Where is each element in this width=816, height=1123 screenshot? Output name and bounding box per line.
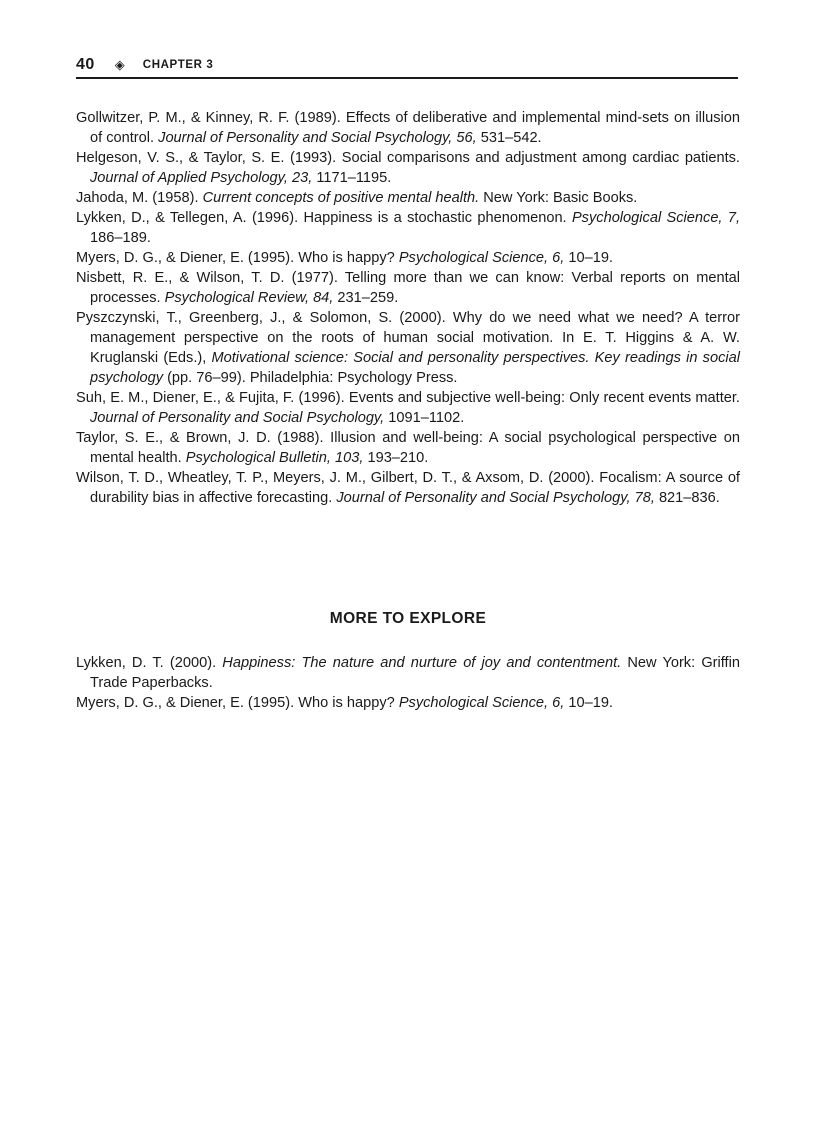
reference-list bbox=[76, 108, 740, 508]
reference-source: Journal of Personality and Social Psychology, bbox=[90, 410, 385, 426]
reference-entry bbox=[76, 108, 740, 148]
reference-entry bbox=[76, 248, 740, 268]
reference-entry bbox=[76, 188, 740, 208]
reference-authors: Taylor, S. E., & Brown, J. D. (1988). Illusion and well-being: A social psychological perspective on mental health. bbox=[76, 430, 740, 466]
reference-authors: Lykken, D., & Tellegen, A. (1996). Happiness is a stochastic phenomenon. bbox=[76, 210, 572, 226]
reference-entry bbox=[76, 148, 740, 188]
reference-entry bbox=[76, 653, 740, 693]
reference-authors: Pyszczynski, T., Greenberg, J., & Solomon, S. (2000). Why do we need what we need? A terror management perspective on the roots of human social motivation. In E. T. Higgins & A. W. Kruglanski (Eds.), bbox=[76, 310, 740, 366]
further-reading-list bbox=[76, 653, 740, 713]
diamond-ornament-icon: ◈ bbox=[114, 57, 125, 72]
reference-tail: 231–259. bbox=[333, 290, 399, 306]
reference-source: Happiness: The nature and nurture of joy and contentment. bbox=[222, 655, 622, 671]
reference-tail: 821–836. bbox=[654, 490, 720, 506]
reference-authors: Suh, E. M., Diener, E., & Fujita, F. (1996). Events and subjective well-being: Only recent events matter. bbox=[76, 390, 740, 406]
reference-entry bbox=[76, 208, 740, 248]
reference-source: Psychological Bulletin, 103, bbox=[185, 450, 364, 466]
reference-entry bbox=[76, 428, 740, 468]
reference-entry bbox=[76, 693, 740, 713]
reference-source: Current concepts of positive mental health. bbox=[202, 190, 480, 206]
reference-authors: Helgeson, V. S., & Taylor, S. E. (1993). Social comparisons and adjustment among cardiac patients. bbox=[76, 150, 740, 166]
reference-source: Psychological Science, 7, bbox=[571, 210, 740, 226]
reference-tail: 531–542. bbox=[476, 130, 542, 146]
reference-entry bbox=[76, 268, 740, 308]
reference-tail: 1171–1195. bbox=[312, 170, 392, 186]
reference-tail: 186–189. bbox=[90, 230, 151, 246]
reference-source: Journal of Personality and Social Psychology, 78, bbox=[336, 490, 655, 506]
reference-source: Psychological Science, 6, bbox=[398, 250, 565, 266]
reference-authors: Wilson, T. D., Wheatley, T. P., Meyers, J. M., Gilbert, D. T., & Axsom, D. (2000). Focalism: A source of durability bias in affective forecasting. bbox=[76, 470, 740, 506]
page-header bbox=[76, 56, 738, 79]
reference-entry bbox=[76, 308, 740, 388]
reference-authors: Myers, D. G., & Diener, E. (1995). Who is happy? bbox=[76, 250, 399, 266]
reference-authors: Gollwitzer, P. M., & Kinney, R. F. (1989). Effects of deliberative and implemental mind-sets on illusion of control. bbox=[76, 110, 740, 146]
section-heading-more-to-explore: MORE TO EXPLORE bbox=[329, 610, 487, 627]
reference-tail: 193–210. bbox=[363, 450, 429, 466]
reference-authors: Lykken, D. T. (2000). bbox=[76, 655, 223, 671]
reference-source: Journal of Personality and Social Psychology, 56, bbox=[158, 130, 477, 146]
reference-tail: New York: Basic Books. bbox=[479, 190, 638, 206]
reference-tail: 10–19. bbox=[564, 695, 613, 711]
reference-source: Motivational science: Social and personality perspectives. Key readings in social psychology bbox=[90, 350, 740, 386]
reference-tail: (pp. 76–99). Philadelphia: Psychology Press. bbox=[163, 370, 458, 386]
reference-authors: Jahoda, M. (1958). bbox=[76, 190, 203, 206]
reference-tail: 10–19. bbox=[564, 250, 613, 266]
reference-tail: New York: Griffin Trade Paperbacks. bbox=[90, 655, 740, 691]
chapter-label: CHAPTER 3 bbox=[142, 59, 214, 71]
reference-source: Journal of Applied Psychology, 23, bbox=[90, 170, 313, 186]
page-number: 40 bbox=[76, 56, 95, 73]
reference-authors: Nisbett, R. E., & Wilson, T. D. (1977). Telling more than we can know: Verbal reports on mental processes. bbox=[76, 270, 740, 306]
reference-entry bbox=[76, 388, 740, 428]
reference-entry bbox=[76, 468, 740, 508]
reference-source: Psychological Science, 6, bbox=[398, 695, 565, 711]
reference-authors: Myers, D. G., & Diener, E. (1995). Who is happy? bbox=[76, 695, 399, 711]
reference-tail: 1091–1102. bbox=[384, 410, 465, 426]
reference-source: Psychological Review, 84, bbox=[164, 290, 334, 306]
